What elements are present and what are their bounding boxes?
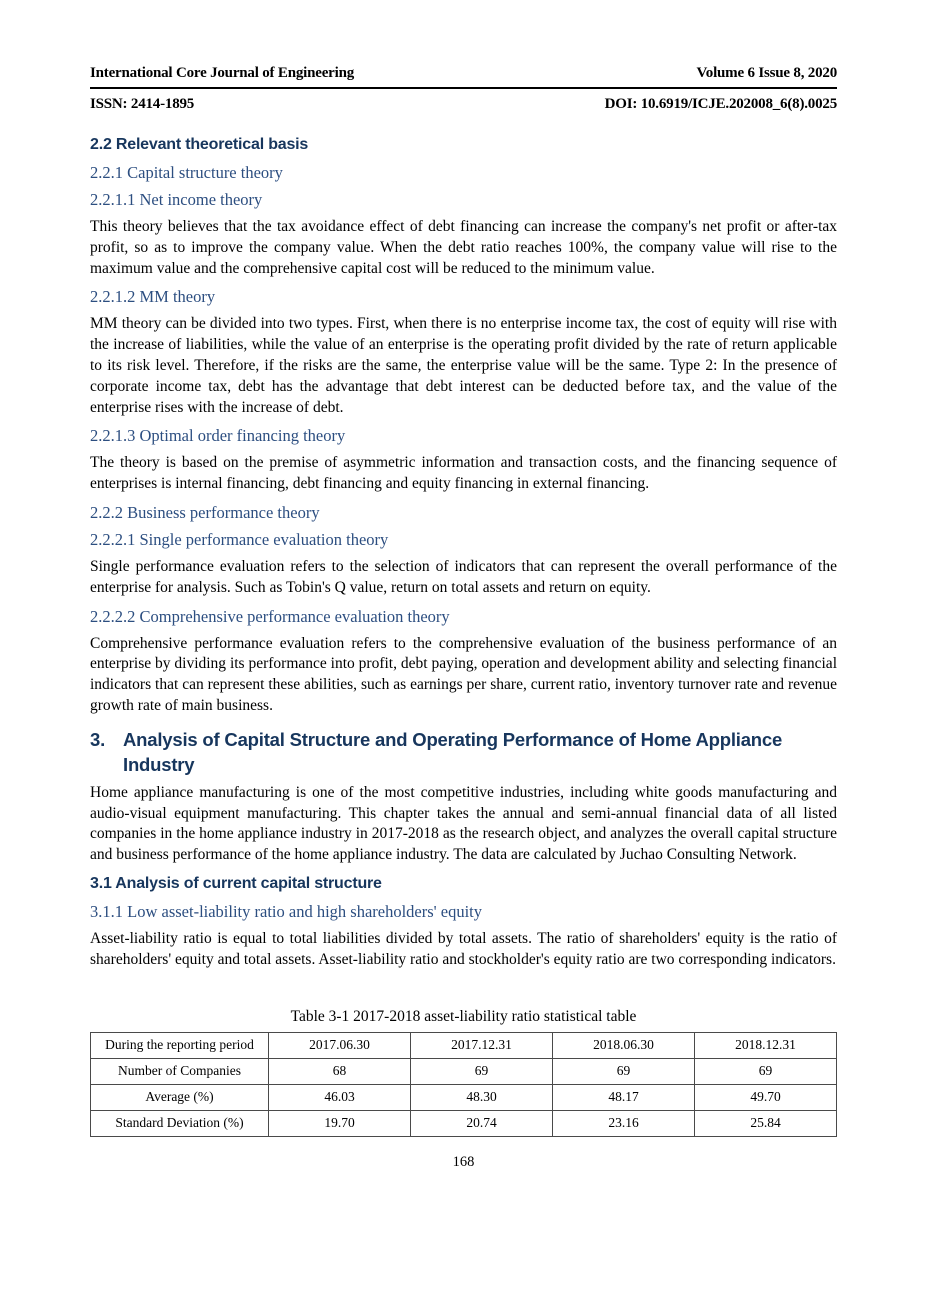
subheading-2-2-1: 2.2.1 Capital structure theory xyxy=(90,163,283,182)
subheading-2-2-2-2: 2.2.2.2 Comprehensive performance evaluation theory xyxy=(90,606,450,626)
table-cell: 25.84 xyxy=(695,1110,837,1136)
table-cell: During the reporting period xyxy=(91,1032,269,1058)
header-row-bottom xyxy=(90,95,837,113)
volume-issue: Volume 6 Issue 8, 2020 xyxy=(696,65,837,81)
journal-title: International Core Journal of Engineering xyxy=(90,65,355,81)
table-cell: 46.03 xyxy=(269,1084,411,1110)
section-3-title: Analysis of Capital Structure and Operating Performance of Home Appliance Industry xyxy=(123,728,783,775)
table-cell: 2018.06.30 xyxy=(553,1032,695,1058)
table-cell: 68 xyxy=(269,1058,411,1084)
table-row xyxy=(91,1110,837,1136)
table-cell: 2017.12.31 xyxy=(411,1032,553,1058)
paragraph-net-income-theory: This theory believes that the tax avoidance effect of debt financing can increase the company's net profit or after-tax profit, so as to improve the company value. When the debt ratio reaches 100%, the company value will rise to the maximum value and the comprehensive capital cost will be reduced to the minimum value. xyxy=(90,218,837,277)
table-row xyxy=(91,1084,837,1110)
header-row-top xyxy=(90,64,837,82)
subheading-2-2-2: 2.2.2 Business performance theory xyxy=(90,502,320,522)
paragraph-comprehensive-performance: Comprehensive performance evaluation refers to the comprehensive evaluation of the business performance of an enterprise by dividing its performance into profit, debt paying, operation and development ability and selecting financial indicators that can represent these abilities, such as earnings per share, current ratio, inventory turnover rate and revenue growth rate of main business. xyxy=(90,634,837,714)
statistics-table xyxy=(90,1032,837,1137)
table-cell: 48.30 xyxy=(411,1084,553,1110)
table-cell: 2017.06.30 xyxy=(269,1032,411,1058)
table-caption: Table 3-1 2017-2018 asset-liability ratio statistical table xyxy=(290,1007,637,1025)
table-cell: 69 xyxy=(695,1058,837,1084)
subheading-2-2-1-2: 2.2.1.2 MM theory xyxy=(90,287,216,307)
paragraph-single-performance: Single performance evaluation refers to the selection of indicators that can represent the overall performance of the enterprise for analysis. Such as Tobin's Q value, return on total assets and return on equity. xyxy=(90,557,837,596)
subheading-2-2-1-1: 2.2.1.1 Net income theory xyxy=(90,190,263,209)
header-rule xyxy=(90,87,837,89)
table-cell: Number of Companies xyxy=(91,1058,269,1084)
table-cell: 23.16 xyxy=(553,1110,695,1136)
table-cell: 69 xyxy=(553,1058,695,1084)
table-cell: 48.17 xyxy=(553,1084,695,1110)
paragraph-optimal-order-theory: The theory is based on the premise of asymmetric information and transaction costs, and the financing sequence of enterprises is internal financing, debt financing and equity financing in external financing. xyxy=(90,454,837,493)
table-cell: Average (%) xyxy=(91,1084,269,1110)
doi-label: DOI: 10.6919/ICJE.202008_6(8).0025 xyxy=(604,96,837,112)
table-row xyxy=(91,1032,837,1058)
table-cell: 2018.12.31 xyxy=(695,1032,837,1058)
table-cell: Standard Deviation (%) xyxy=(91,1110,269,1136)
table-row xyxy=(91,1058,837,1084)
heading-3-1: 3.1 Analysis of current capital structure xyxy=(90,874,382,892)
paragraph-mm-theory: MM theory can be divided into two types. First, when there is no enterprise income tax, the cost of equity will rise with the increase of liabilities, while the value of an enterprise is the operating profit divided by the rate of return applicable to its risk level. Therefore, if the risks are the same, the enterprise value will be the same. Type 2: In the presence of corporate income tax, debt has the advantage that debt interest can be deducted before tax, and the value of the enterprise rises with the increase of debt. xyxy=(90,315,837,416)
table-cell: 69 xyxy=(411,1058,553,1084)
table-cell: 20.74 xyxy=(411,1110,553,1136)
table-cell: 19.70 xyxy=(269,1110,411,1136)
subheading-2-2-1-3: 2.2.1.3 Optimal order financing theory xyxy=(90,426,346,446)
subheading-2-2-2-1: 2.2.2.1 Single performance evaluation theory xyxy=(90,529,389,549)
table-cell: 49.70 xyxy=(695,1084,837,1110)
section-3-number: 3. xyxy=(90,728,106,750)
heading-2-2: 2.2 Relevant theoretical basis xyxy=(90,136,309,153)
heading-section-3 xyxy=(90,727,837,777)
page-header xyxy=(90,64,837,113)
page-number: 168 xyxy=(452,1153,475,1170)
paragraph-asset-liability: Asset-liability ratio is equal to total liabilities divided by total assets. The ratio of shareholders' equity is the ratio of shareholders' equity and total assets. Asset-liability ratio and stockholder's equity ratio are two corresponding indicators. xyxy=(90,929,837,968)
issn-label: ISSN: 2414-1895 xyxy=(90,96,195,112)
subheading-3-1-1: 3.1.1 Low asset-liability ratio and high shareholders' equity xyxy=(90,901,483,921)
paragraph-section-3-intro: Home appliance manufacturing is one of the most competitive industries, including white goods manufacturing and audio-visual equipment manufacturing. This chapter takes the annual and semi-annual financial data of all listed companies in the home appliance industry in 2017-2018 as the research object, and analyzes the overall capital structure and business performance of the home appliance industry. The data are calculated by Juchao Consulting Network. xyxy=(90,783,837,864)
article-body xyxy=(90,136,837,1171)
